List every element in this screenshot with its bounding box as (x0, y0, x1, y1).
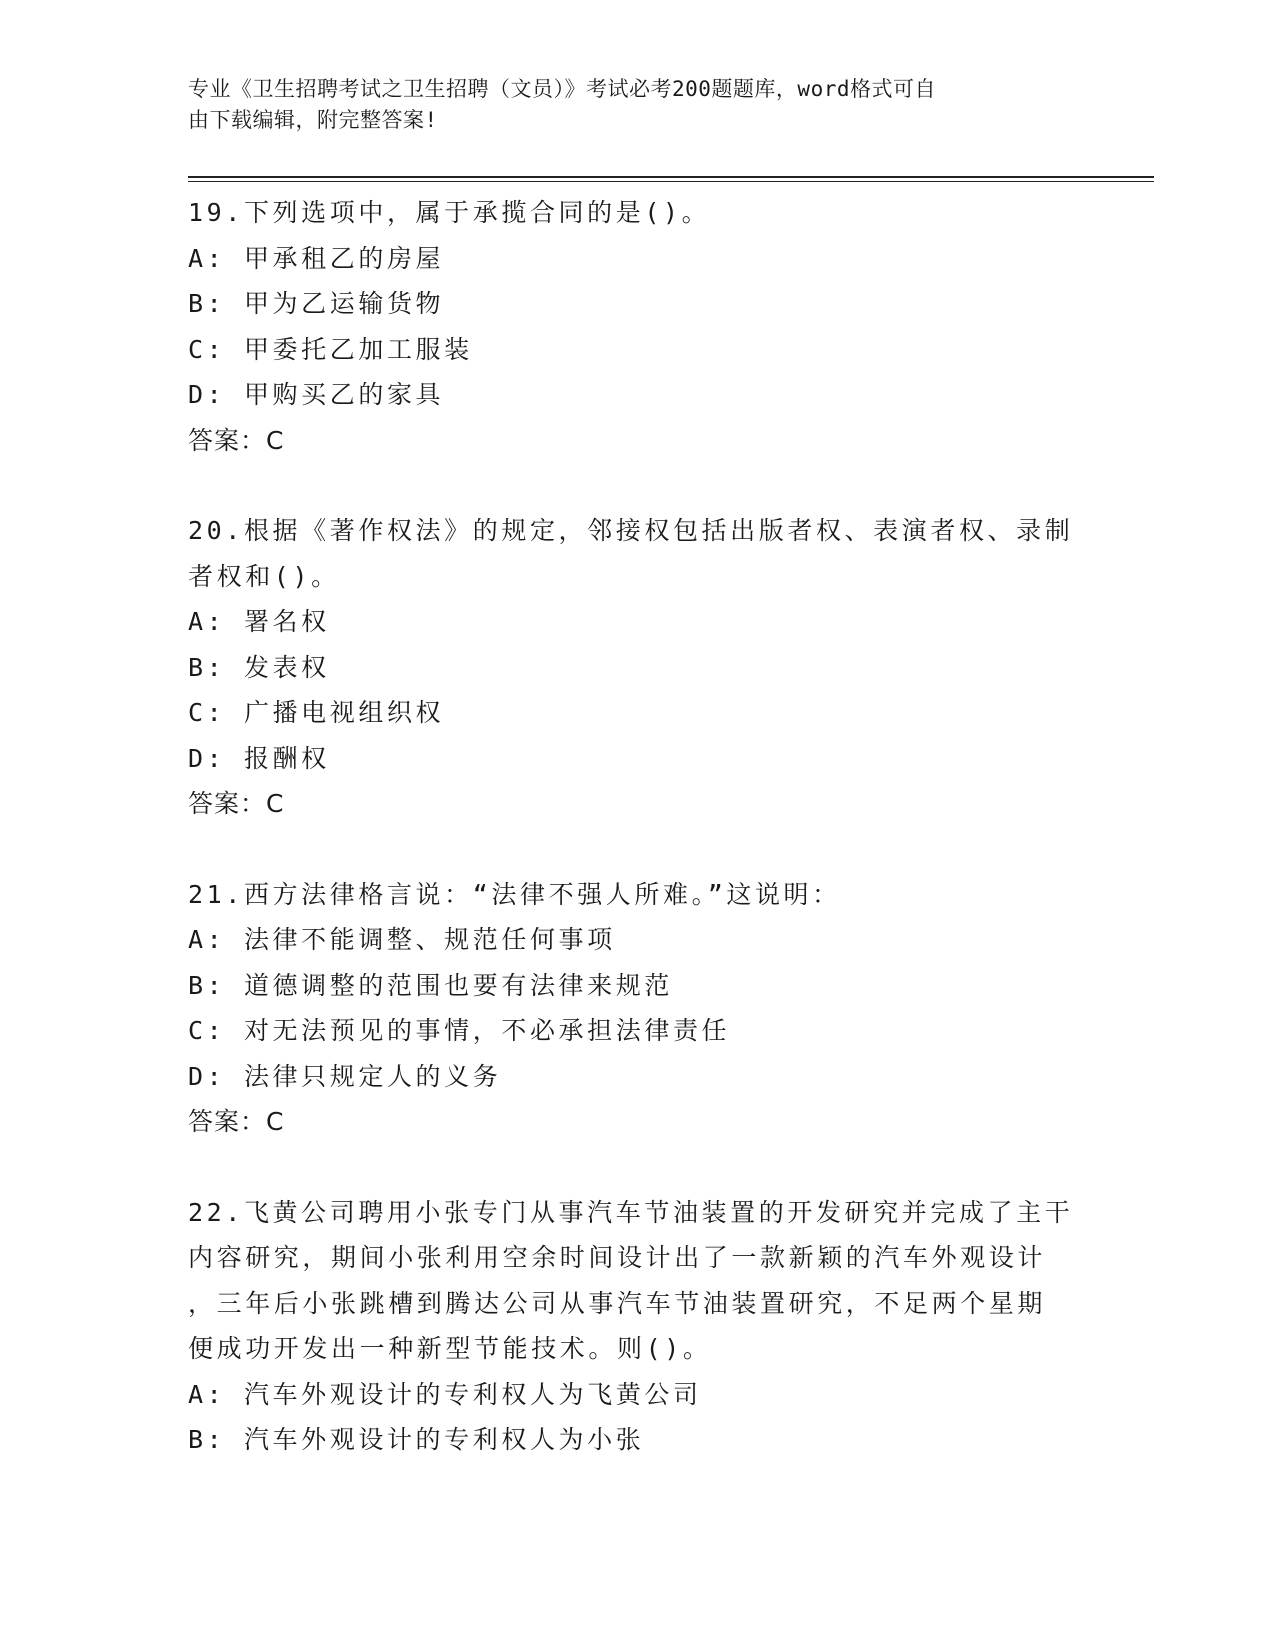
question-spacer (188, 463, 1078, 508)
question-stem: 22.飞黄公司聘用小张专门从事汽车节油装置的开发研究并完成了主干 (188, 1197, 1074, 1227)
question-stem-cont: 内容研究，期间小张利用空余时间设计出了一款新颖的汽车外观设计 (188, 1243, 1047, 1272)
option-a: A: 甲承租乙的房屋 (188, 243, 445, 273)
option-a: A: 法律不能调整、规范任何事项 (188, 925, 616, 954)
option-b: B: 甲为乙运输货物 (188, 289, 445, 318)
question-20 (188, 508, 1078, 827)
answer-label: 答案：C (188, 1107, 285, 1136)
question-stem: 21.西方法律格言说：“法律不强人所难。”这说明： (188, 879, 841, 909)
question-19 (188, 190, 1078, 463)
option-d: D: 报酬权 (188, 743, 330, 773)
option-c: C: 甲委托乙加工服装 (188, 334, 473, 364)
question-spacer (188, 1145, 1078, 1190)
header-divider-thick (188, 176, 1154, 178)
option-a: A: 署名权 (188, 607, 330, 636)
question-stem: 20.根据《著作权法》的规定，邻接权包括出版者权、表演者权、录制 (188, 516, 1074, 545)
question-stem: 19.下列选项中，属于承揽合同的是()。 (188, 198, 711, 227)
intro-line-1: 专业《卫生招聘考试之卫生招聘（文员）》考试必考200题题库，word格式可自 (188, 77, 936, 101)
question-stem-cont: ，三年后小张跳槽到腾达公司从事汽车节油装置研究，不足两个星期 (188, 1288, 1047, 1318)
intro-line-2: 由下载编辑，附完整答案! (188, 108, 438, 132)
question-list (188, 190, 1078, 1463)
question-21 (188, 872, 1078, 1145)
option-b: B: 道德调整的范围也要有法律来规范 (188, 970, 673, 1000)
header-divider-thin (188, 181, 1154, 182)
option-a: A: 汽车外观设计的专利权人为飞黄公司 (188, 1379, 702, 1409)
document-intro (188, 74, 1068, 136)
option-c: C: 广播电视组织权 (188, 698, 445, 727)
question-stem-cont: 者权和()。 (188, 561, 340, 591)
option-b: B: 发表权 (188, 652, 330, 682)
option-b: B: 汽车外观设计的专利权人为小张 (188, 1425, 645, 1454)
question-22 (188, 1190, 1078, 1463)
option-d: D: 甲购买乙的家具 (188, 380, 445, 409)
answer-label: 答案：C (188, 425, 285, 455)
option-d: D: 法律只规定人的义务 (188, 1061, 502, 1091)
question-stem-cont: 便成功开发出一种新型节能技术。则()。 (188, 1334, 712, 1363)
option-c: C: 对无法预见的事情，不必承担法律责任 (188, 1016, 731, 1045)
answer-label: 答案：C (188, 789, 285, 818)
question-spacer (188, 827, 1078, 872)
